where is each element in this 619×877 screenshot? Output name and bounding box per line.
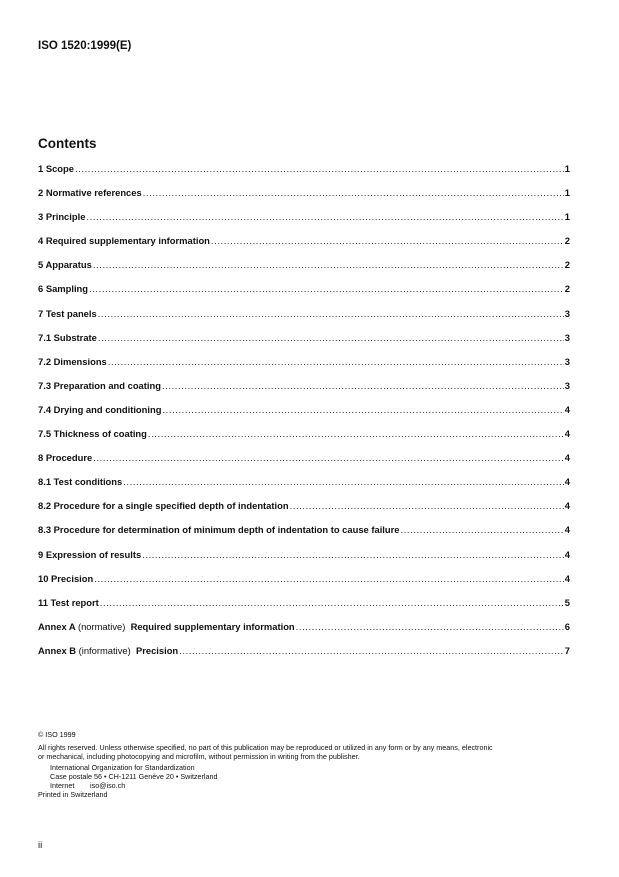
toc-entry-title: 8.2 Procedure for a single specified depth of indentation: [38, 500, 289, 512]
toc-leader-dots: [290, 500, 564, 511]
toc-page-number: 7: [564, 644, 570, 656]
toc-leader-dots: [148, 428, 564, 439]
toc-leader-dots: [108, 356, 564, 367]
toc-entry-title: 10 Precision: [38, 572, 94, 584]
toc-entry-precision[interactable]: [38, 573, 570, 597]
internet-label: Internet: [50, 781, 75, 791]
toc-page-number: 1: [564, 211, 570, 223]
toc-entry-title: [38, 621, 295, 632]
toc-leader-dots: [211, 235, 564, 246]
toc-page-number: 4: [564, 403, 570, 415]
rights-line: or mechanical, including photocopying and microfilm, without permission in writing from the publisher.: [38, 752, 360, 762]
toc-entry-title: 8.3 Procedure for determination of minimum depth of indentation to cause failure: [38, 524, 400, 536]
annex-title: Precision: [135, 644, 179, 656]
toc-entry-title: 2 Normative references: [38, 187, 142, 199]
toc-entry-normative-references[interactable]: [38, 187, 570, 211]
toc-leader-dots: [100, 597, 564, 608]
toc-leader-dots: [162, 404, 563, 415]
toc-entry-annex-a[interactable]: [38, 621, 570, 645]
toc-entry-title: 8.1 Test conditions: [38, 476, 123, 488]
toc-leader-dots: [94, 573, 564, 584]
contents-heading: Contents: [38, 136, 97, 151]
toc-leader-dots: [162, 380, 564, 391]
toc-entry-scope[interactable]: [38, 163, 570, 187]
toc-leader-dots: [86, 211, 563, 222]
rights-line: All rights reserved. Unless otherwise specified, no part of this publication may be reproduced or utilized in any form or by any means, electronic: [38, 743, 493, 753]
toc-page-number: 4: [564, 476, 570, 488]
toc-entry-expression-of-results[interactable]: [38, 549, 570, 573]
toc-entry-single-specified-depth[interactable]: [38, 500, 570, 524]
toc-entry-title: 5 Apparatus: [38, 259, 92, 271]
page-number: ii: [38, 840, 43, 851]
toc-entry-title: 9 Expression of results: [38, 548, 142, 560]
toc-page-number: 3: [564, 379, 570, 391]
rights-statement: [38, 743, 578, 761]
toc-leader-dots: [142, 549, 564, 560]
toc-entry-test-report[interactable]: [38, 597, 570, 621]
toc-entry-substrate[interactable]: [38, 332, 570, 356]
toc-page-number: 2: [564, 235, 570, 247]
toc-entry-title: 7.4 Drying and conditioning: [38, 403, 162, 415]
toc-leader-dots: [98, 308, 564, 319]
toc-page-number: 2: [564, 283, 570, 295]
organization-address: Case postale 56 • CH-1211 Genève 20 • Switzerland: [50, 771, 218, 781]
toc-entry-title: [38, 645, 178, 656]
annex-label: Annex B: [38, 644, 77, 656]
toc-leader-dots: [75, 163, 564, 174]
toc-entry-sampling[interactable]: [38, 283, 570, 307]
toc-entry-title: 3 Principle: [38, 211, 86, 223]
toc-page-number: 4: [564, 548, 570, 560]
toc-leader-dots: [93, 259, 564, 270]
toc-leader-dots: [123, 476, 564, 487]
toc-leader-dots: [89, 283, 564, 294]
copyright-notice: [38, 730, 578, 799]
toc-entry-title: 7.2 Dimensions: [38, 355, 107, 367]
table-of-contents: [38, 163, 570, 669]
toc-page-number: 3: [564, 307, 570, 319]
toc-page-number: 2: [564, 259, 570, 271]
toc-entry-title: 7 Test panels: [38, 307, 97, 319]
document-id-header: ISO 1520:1999(E): [38, 40, 132, 52]
toc-entry-title: 7.1 Substrate: [38, 331, 97, 343]
organization-internet: [38, 781, 578, 790]
toc-entry-title: 6 Sampling: [38, 283, 89, 295]
toc-leader-dots: [98, 332, 564, 343]
toc-page-number: 3: [564, 331, 570, 343]
toc-entry-preparation-and-coating[interactable]: [38, 380, 570, 404]
toc-entry-drying-and-conditioning[interactable]: [38, 404, 570, 428]
toc-page-number: 3: [564, 355, 570, 367]
toc-page-number: 4: [564, 452, 570, 464]
toc-entry-thickness-of-coating[interactable]: [38, 428, 570, 452]
toc-page-number: 4: [564, 500, 570, 512]
copyright-line: © ISO 1999: [38, 730, 76, 739]
toc-entry-title: 8 Procedure: [38, 452, 93, 464]
toc-page-number: 1: [564, 187, 570, 199]
toc-entry-dimensions[interactable]: [38, 356, 570, 380]
toc-entry-title: 1 Scope: [38, 163, 74, 174]
organization-name: International Organization for Standardization: [50, 762, 195, 772]
toc-entry-principle[interactable]: [38, 211, 570, 235]
toc-page-number: 4: [564, 524, 570, 536]
toc-entry-title: 7.3 Preparation and coating: [38, 379, 161, 391]
toc-page-number: 4: [564, 428, 570, 440]
toc-leader-dots: [143, 187, 564, 198]
internet-email-link[interactable]: iso@iso.ch: [90, 781, 126, 791]
toc-leader-dots: [93, 452, 564, 463]
toc-entry-test-panels[interactable]: [38, 308, 570, 332]
toc-entry-annex-b[interactable]: [38, 645, 570, 669]
toc-page-number: 5: [564, 596, 570, 608]
toc-leader-dots: [296, 621, 564, 632]
toc-entry-apparatus[interactable]: [38, 259, 570, 283]
toc-page-number: 6: [564, 620, 570, 632]
printed-in: Printed in Switzerland: [38, 790, 108, 800]
toc-entry-required-supplementary-information[interactable]: [38, 235, 570, 259]
toc-entry-title: 7.5 Thickness of coating: [38, 428, 147, 440]
toc-leader-dots: [179, 645, 564, 656]
annex-title: Required supplementary information: [130, 620, 295, 632]
annex-type: (informative): [78, 644, 131, 656]
toc-entry-title: 4 Required supplementary information: [38, 235, 210, 247]
toc-page-number: 4: [564, 572, 570, 584]
toc-entry-title: 11 Test report: [38, 596, 99, 608]
annex-label: Annex A: [38, 620, 76, 632]
toc-entry-minimum-depth-determination[interactable]: [38, 524, 570, 548]
toc-entry-test-conditions[interactable]: [38, 476, 570, 500]
toc-leader-dots: [401, 524, 564, 535]
toc-page-number: 1: [564, 163, 570, 174]
toc-entry-procedure[interactable]: [38, 452, 570, 476]
annex-type: (normative): [77, 620, 126, 632]
